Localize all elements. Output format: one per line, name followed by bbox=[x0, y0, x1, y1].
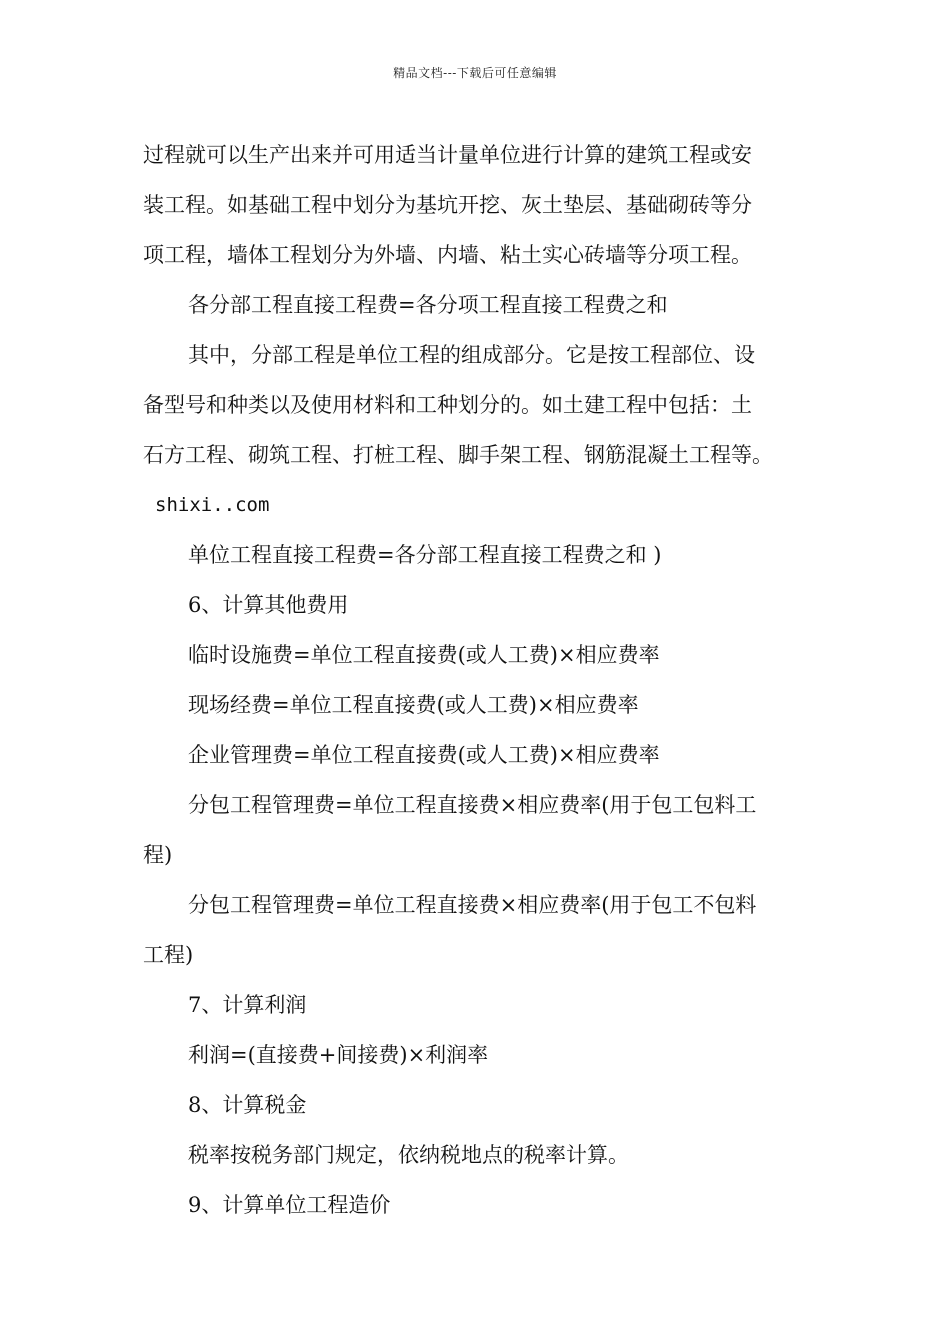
paragraph-line: 其中，分部工程是单位工程的组成部分。它是按工程部位、设 bbox=[188, 343, 755, 367]
formula-line: 临时设施费=单位工程直接费(或人工费)×相应费率 bbox=[188, 643, 660, 667]
section-heading: 9、计算单位工程造价 bbox=[188, 1193, 391, 1217]
paragraph-line: 备型号和种类以及使用材料和工种划分的。如土建工程中包括：土 bbox=[143, 393, 752, 417]
formula-line: 分包工程管理费=单位工程直接费×相应费率(用于包工不包料 bbox=[188, 893, 757, 917]
formula-line: 利润=(直接费+间接费)×利润率 bbox=[188, 1043, 489, 1067]
section-heading: 7、计算利润 bbox=[188, 993, 307, 1017]
website-text: shixi..com bbox=[155, 494, 270, 516]
paragraph-line: 项工程，墙体工程划分为外墙、内墙、粘土实心砖墙等分项工程。 bbox=[143, 243, 752, 267]
page-header: 精品文档---下载后可任意编辑 bbox=[393, 66, 557, 80]
paragraph-line: 单位工程直接工程费=各分部工程直接工程费之和 ) bbox=[188, 543, 662, 567]
section-heading: 6、计算其他费用 bbox=[188, 593, 349, 617]
formula-line: 企业管理费=单位工程直接费(或人工费)×相应费率 bbox=[188, 743, 660, 767]
formula-line: 分包工程管理费=单位工程直接费×相应费率(用于包工包料工 bbox=[188, 793, 757, 817]
formula-line: 工程) bbox=[143, 943, 194, 967]
paragraph-line: 装工程。如基础工程中划分为基坑开挖、灰土垫层、基础砌砖等分 bbox=[143, 193, 752, 217]
paragraph-line: 税率按税务部门规定，依纳税地点的税率计算。 bbox=[188, 1143, 629, 1167]
formula-line: 程) bbox=[143, 843, 173, 867]
section-heading: 8、计算税金 bbox=[188, 1093, 307, 1117]
paragraph-line: 石方工程、砌筑工程、打桩工程、脚手架工程、钢筋混凝土工程等。 bbox=[143, 443, 773, 467]
formula-line: 现场经费=单位工程直接费(或人工费)×相应费率 bbox=[188, 693, 639, 717]
paragraph-line: 过程就可以生产出来并可用适当计量单位进行计算的建筑工程或安 bbox=[143, 143, 752, 167]
paragraph-line: 各分部工程直接工程费=各分项工程直接工程费之和 bbox=[188, 293, 668, 317]
document-body bbox=[143, 130, 823, 1230]
